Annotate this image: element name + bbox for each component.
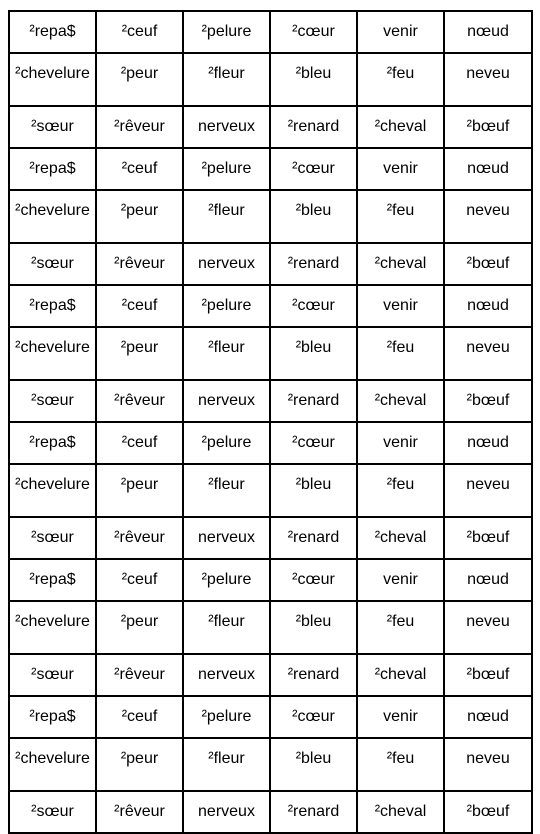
table-row <box>9 285 532 327</box>
table-cell: ²pelure <box>183 422 270 464</box>
table-cell: ²bleu <box>270 190 357 243</box>
table-row <box>9 380 532 422</box>
table-cell: ²rêveur <box>96 380 183 422</box>
table-cell: venir <box>357 559 444 601</box>
table-cell: ²repa$ <box>9 696 96 738</box>
table-cell: ²cheval <box>357 106 444 148</box>
table-cell: nœud <box>444 422 532 464</box>
table-cell: nœud <box>444 148 532 190</box>
table-cell: ²pelure <box>183 559 270 601</box>
table-cell: nœud <box>444 11 532 53</box>
table-cell: ²cœur <box>270 148 357 190</box>
table-cell: ²fleur <box>183 738 270 791</box>
word-table-body <box>9 11 532 833</box>
table-cell: ²repa$ <box>9 285 96 327</box>
table-cell: ²ceuf <box>96 696 183 738</box>
table-cell: venir <box>357 422 444 464</box>
table-cell: nerveux <box>183 380 270 422</box>
table-cell: ²renard <box>270 106 357 148</box>
table-cell: nœud <box>444 696 532 738</box>
table-cell: ²bœuf <box>444 654 532 696</box>
table-row <box>9 696 532 738</box>
table-cell: venir <box>357 285 444 327</box>
table-cell: ²peur <box>96 464 183 517</box>
table-cell: ²peur <box>96 53 183 106</box>
table-cell: ²peur <box>96 190 183 243</box>
table-cell: ²pelure <box>183 285 270 327</box>
table-cell: ²repa$ <box>9 148 96 190</box>
table-cell: ²feu <box>357 53 444 106</box>
table-cell: neveu <box>444 738 532 791</box>
table-cell: ²fleur <box>183 601 270 654</box>
table-cell: ²rêveur <box>96 791 183 833</box>
table-cell: ²cœur <box>270 285 357 327</box>
table-row <box>9 738 532 791</box>
table-cell: nerveux <box>183 654 270 696</box>
table-cell: ²sœur <box>9 654 96 696</box>
table-cell: venir <box>357 148 444 190</box>
table-cell: ²bleu <box>270 327 357 380</box>
table-row <box>9 327 532 380</box>
table-cell: ²cheval <box>357 654 444 696</box>
table-cell: ²bœuf <box>444 106 532 148</box>
table-cell: ²cœur <box>270 422 357 464</box>
table-cell: ²sœur <box>9 791 96 833</box>
table-cell: ²peur <box>96 327 183 380</box>
table-cell: ²rêveur <box>96 106 183 148</box>
table-cell: ²pelure <box>183 11 270 53</box>
table-row <box>9 422 532 464</box>
table-cell: ²fleur <box>183 190 270 243</box>
table-cell: ²rêveur <box>96 654 183 696</box>
table-cell: ²renard <box>270 243 357 285</box>
table-cell: neveu <box>444 601 532 654</box>
table-cell: ²cœur <box>270 559 357 601</box>
table-row <box>9 243 532 285</box>
table-row <box>9 464 532 517</box>
table-row <box>9 791 532 833</box>
table-cell: ²bœuf <box>444 243 532 285</box>
table-cell: ²peur <box>96 738 183 791</box>
table-cell: ²chevelure <box>9 464 96 517</box>
table-cell: ²peur <box>96 601 183 654</box>
table-cell: ²chevelure <box>9 327 96 380</box>
table-cell: ²feu <box>357 464 444 517</box>
table-cell: ²ceuf <box>96 285 183 327</box>
table-row <box>9 190 532 243</box>
table-cell: ²bœuf <box>444 380 532 422</box>
word-table-sheet <box>8 10 531 834</box>
table-cell: ²cheval <box>357 380 444 422</box>
table-cell: ²fleur <box>183 327 270 380</box>
table-cell: ²cheval <box>357 791 444 833</box>
table-cell: ²rêveur <box>96 517 183 559</box>
table-cell: nerveux <box>183 791 270 833</box>
table-cell: ²ceuf <box>96 559 183 601</box>
table-cell: ²bleu <box>270 464 357 517</box>
table-row <box>9 654 532 696</box>
table-cell: ²repa$ <box>9 11 96 53</box>
table-cell: ²ceuf <box>96 148 183 190</box>
table-cell: ²repa$ <box>9 422 96 464</box>
table-cell: ²fleur <box>183 53 270 106</box>
table-cell: ²cœur <box>270 696 357 738</box>
table-cell: neveu <box>444 190 532 243</box>
table-cell: ²chevelure <box>9 190 96 243</box>
table-cell: ²feu <box>357 327 444 380</box>
table-cell: ²feu <box>357 190 444 243</box>
table-cell: ²bleu <box>270 53 357 106</box>
table-cell: venir <box>357 696 444 738</box>
table-row <box>9 53 532 106</box>
table-cell: ²renard <box>270 380 357 422</box>
table-cell: venir <box>357 11 444 53</box>
table-cell: neveu <box>444 464 532 517</box>
table-cell: ²rêveur <box>96 243 183 285</box>
table-cell: ²feu <box>357 738 444 791</box>
table-cell: ²cheval <box>357 517 444 559</box>
table-row <box>9 106 532 148</box>
table-cell: ²renard <box>270 517 357 559</box>
table-cell: ²sœur <box>9 243 96 285</box>
table-cell: ²cœur <box>270 11 357 53</box>
table-row <box>9 559 532 601</box>
table-cell: ²renard <box>270 654 357 696</box>
table-cell: nerveux <box>183 106 270 148</box>
table-cell: ²ceuf <box>96 422 183 464</box>
table-cell: ²chevelure <box>9 53 96 106</box>
table-cell: ²sœur <box>9 380 96 422</box>
table-row <box>9 517 532 559</box>
table-cell: nerveux <box>183 243 270 285</box>
table-cell: ²chevelure <box>9 601 96 654</box>
table-cell: nœud <box>444 559 532 601</box>
table-cell: ²pelure <box>183 148 270 190</box>
table-cell: neveu <box>444 53 532 106</box>
table-cell: ²bleu <box>270 738 357 791</box>
table-cell: ²renard <box>270 791 357 833</box>
table-row <box>9 11 532 53</box>
table-cell: nerveux <box>183 517 270 559</box>
table-cell: ²fleur <box>183 464 270 517</box>
word-table <box>8 10 533 834</box>
table-row <box>9 148 532 190</box>
table-cell: ²sœur <box>9 106 96 148</box>
table-row <box>9 601 532 654</box>
table-cell: ²bleu <box>270 601 357 654</box>
table-cell: ²ceuf <box>96 11 183 53</box>
table-cell: ²sœur <box>9 517 96 559</box>
table-cell: ²feu <box>357 601 444 654</box>
table-cell: ²chevelure <box>9 738 96 791</box>
table-cell: nœud <box>444 285 532 327</box>
table-cell: ²cheval <box>357 243 444 285</box>
table-cell: ²repa$ <box>9 559 96 601</box>
table-cell: ²pelure <box>183 696 270 738</box>
table-cell: ²bœuf <box>444 791 532 833</box>
table-cell: neveu <box>444 327 532 380</box>
table-cell: ²bœuf <box>444 517 532 559</box>
